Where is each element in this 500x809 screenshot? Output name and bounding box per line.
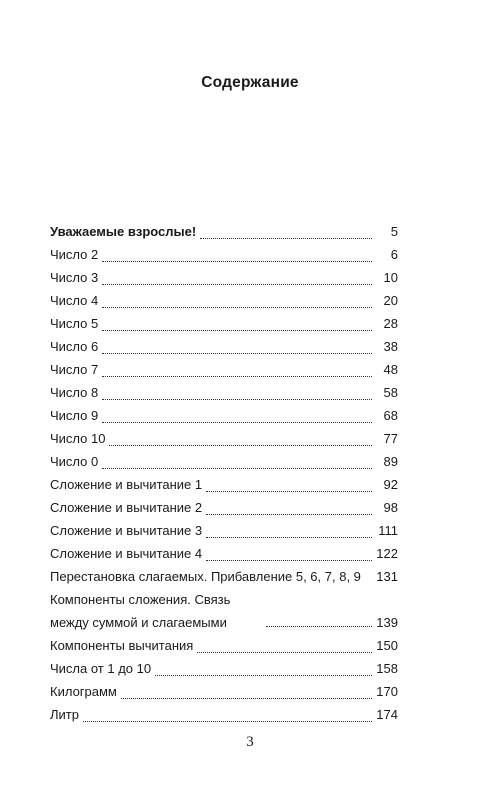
toc-entry [50, 565, 398, 588]
toc-entry [50, 358, 398, 381]
toc-entry [50, 542, 398, 565]
dot-leader [102, 318, 372, 331]
toc-entry-page: 150 [376, 638, 398, 653]
page-title: Содержание [201, 74, 299, 91]
dot-leader [102, 341, 372, 354]
toc-entry-page: 158 [376, 661, 398, 676]
toc-entry-label: Число 0 [50, 450, 100, 473]
toc-entry [50, 427, 398, 450]
toc-entry-page: 122 [376, 546, 398, 561]
toc-entry-page: 77 [383, 431, 398, 446]
toc-entry-page: 48 [383, 362, 398, 377]
toc-entry [50, 220, 398, 243]
toc-entry-page: 111 [378, 523, 398, 538]
page-number: 3 [246, 734, 254, 750]
toc-entry-label: Число 7 [50, 358, 100, 381]
dot-leader [266, 614, 372, 627]
toc-entry [50, 496, 398, 519]
toc-entry-label: Числа от 1 до 10 [50, 657, 153, 680]
dot-leader [102, 410, 372, 423]
toc-entry-page: 38 [383, 339, 398, 354]
toc-entry-label: Компоненты сложения. Связь между суммой и слагаемыми [50, 588, 264, 634]
toc-entry [50, 335, 398, 358]
toc-entry-page: 10 [383, 270, 398, 285]
toc-entry-page: 68 [383, 408, 398, 423]
toc-entry-label: Число 4 [50, 289, 100, 312]
toc-entry-page: 28 [383, 316, 398, 331]
toc-entry-label: Сложение и вычитание 2 [50, 496, 204, 519]
dot-leader [200, 226, 372, 239]
toc-entry [50, 588, 398, 634]
toc-entry-label: Перестановка слагаемых. Прибавление 5, 6, 7, 8, 9 [50, 565, 363, 588]
toc-entry-label: Компоненты вычитания [50, 634, 195, 657]
toc-entry [50, 657, 398, 680]
dot-leader [206, 525, 372, 538]
dot-leader [102, 364, 372, 377]
toc-entry-page: 6 [390, 247, 398, 262]
toc-entry-label: Число 2 [50, 243, 100, 266]
toc-entry [50, 381, 398, 404]
dot-leader [102, 249, 372, 262]
dot-leader [102, 387, 372, 400]
toc-entry [50, 450, 398, 473]
toc-entry [50, 312, 398, 335]
toc-entry-label: Число 9 [50, 404, 100, 427]
toc-entry-label: Число 3 [50, 266, 100, 289]
toc-entry [50, 473, 398, 496]
toc-entry-page: 5 [390, 224, 398, 239]
toc-entry-page: 170 [376, 684, 398, 699]
dot-leader [197, 640, 372, 653]
dot-leader [206, 502, 372, 515]
toc-entry-page: 92 [383, 477, 398, 492]
toc-entry-page: 174 [376, 707, 398, 722]
dot-leader [206, 548, 372, 561]
dot-leader [102, 272, 372, 285]
dot-leader [206, 479, 372, 492]
toc-entry-label: Килограмм [50, 680, 119, 703]
toc-entry-page: 20 [383, 293, 398, 308]
toc-entry-label: Сложение и вычитание 3 [50, 519, 204, 542]
toc-entry-label: Число 10 [50, 427, 107, 450]
toc-entry-page: 131 [376, 569, 398, 584]
toc-entry-label: Сложение и вычитание 1 [50, 473, 204, 496]
toc-entry [50, 243, 398, 266]
toc-entry [50, 266, 398, 289]
dot-leader [83, 709, 372, 722]
toc-entry [50, 680, 398, 703]
toc-entry-label: Сложение и вычитание 4 [50, 542, 204, 565]
toc-entry [50, 703, 398, 726]
toc-entry [50, 634, 398, 657]
dot-leader [102, 295, 372, 308]
dot-leader [109, 433, 372, 446]
toc-entry-label: Литр [50, 703, 81, 726]
toc-entry-label: Число 8 [50, 381, 100, 404]
toc-entry [50, 289, 398, 312]
toc-entry-page: 58 [383, 385, 398, 400]
toc-entry-label: Уважаемые взрослые! [50, 220, 198, 243]
toc-entry-label: Число 6 [50, 335, 100, 358]
dot-leader [121, 686, 372, 699]
toc-entry [50, 519, 398, 542]
toc-entry-page: 89 [383, 454, 398, 469]
toc-entry-page: 139 [376, 615, 398, 630]
dot-leader [155, 663, 372, 676]
dot-leader [102, 456, 372, 469]
toc-entry-page: 98 [383, 500, 398, 515]
toc-entry-label: Число 5 [50, 312, 100, 335]
table-of-contents [50, 220, 398, 726]
toc-entry [50, 404, 398, 427]
